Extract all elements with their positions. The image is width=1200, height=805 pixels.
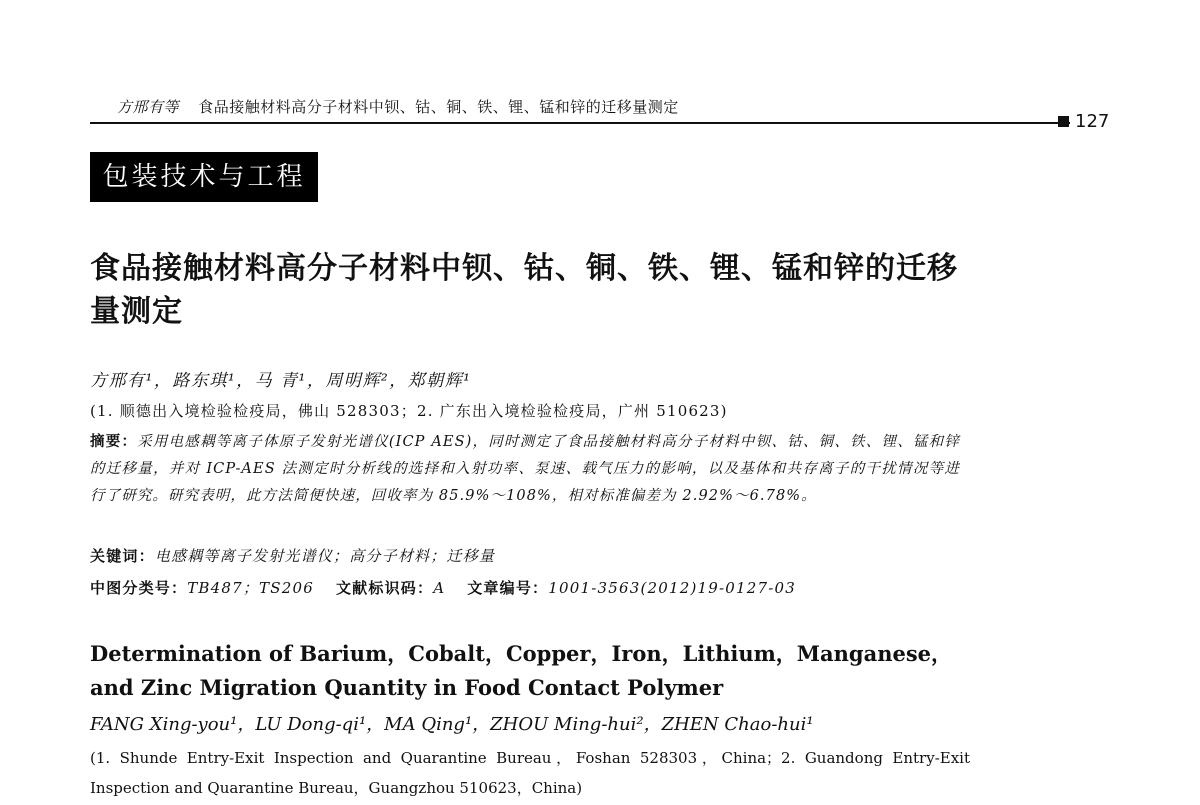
keywords-label: 关键词： [90,547,155,565]
doc-code-value: A [433,579,446,597]
header-rule-marker [1058,116,1069,127]
affiliation-zh: (1. 顺德出入境检验检疫局，佛山 528303；2. 广东出入境检验检疫局，广州 510623) [90,402,728,420]
running-header [117,96,679,117]
clc-label: 中图分类号： [90,579,188,597]
abstract-zh [90,428,960,510]
abstract-label: 摘要： [90,433,138,450]
header-rule [90,122,1070,124]
running-header-title: 食品接触材料高分子材料中钡、钴、铜、铁、锂、锰和锌的迁移量测定 [198,98,679,116]
paper-title-en: Determination of Barium，Cobalt，Copper，Iron，Lithium，Manganese，and Zinc Migration Quantity in Food Contact Polymer [90,641,953,700]
authors-zh: 方邢有¹，路东琪¹，马 青¹，周明辉²，郑朝辉¹ [90,371,472,391]
page-number: 127 [1075,111,1110,132]
classification-line [90,578,796,598]
abstract-text: 采用电感耦等离子体原子发射光谱仪(ICP AES)，同时测定了食品接触材料高分子材料中钡、钴、铜、铁、锂、锰和锌的迁移量，并对 ICP-AES 法测定时分析线的选择和入射功率、泵速、载气压力的影响，以及基体和共存离子的干扰情况等进行了研究。研究表明，此方法简便快速，回收率为 85.9%～108%，相对标准偏差为 2.92%～6.78%。 [90,434,960,504]
keywords-zh [90,546,495,566]
article-number-value: 1001-3563(2012)19-0127-03 [548,579,797,597]
running-header-authors: 方邢有等 [117,98,180,116]
keywords-text: 电感耦等离子发射光谱仪；高分子材料；迁移量 [154,547,496,565]
article-number-label: 文章编号： [467,579,549,597]
affiliation-en: (1. Shunde Entry-Exit Inspection and Quarantine Bureau，Foshan 528303，China；2. Guandong Entry-Exit Inspection and Quarantine Bureau，Guangzhou 510623，China) [90,749,970,797]
doc-code-label: 文献标识码： [335,579,434,597]
authors-en: FANG Xing-you¹，LU Dong-qi¹，MA Qing¹，ZHOU Ming-hui²，ZHEN Chao-hui¹ [90,714,814,735]
clc-value: TB487；TS206 [187,579,314,597]
section-banner: 包装技术与工程 [90,152,318,202]
paper-title-zh: 食品接触材料高分子材料中钡、钴、铜、铁、锂、锰和锌的迁移量测定 [90,251,958,329]
